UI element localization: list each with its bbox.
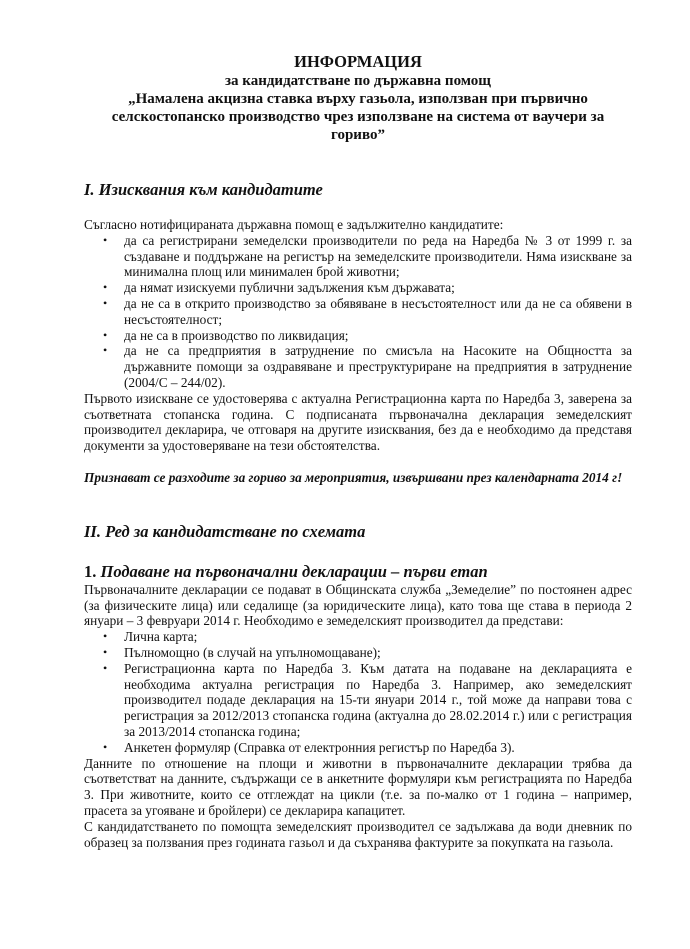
list-item: • да не са предприятия в затруднение по смисъла на Насоките на Общността за държавните помощи за оздравяване и преструктуриране на предприятия в затруднение (2004/С – 244/02).: [103, 343, 632, 390]
bullet-icon: •: [103, 232, 108, 247]
list-item: • да са регистрирани земеделски производители по реда на Наредба № 3 от 1999 г. за създаване и поддържане на регистър на земеделските производители. Няма изискване за минимална площ или минимален брой животни;: [103, 232, 632, 280]
list-item: • да нямат изискуеми публични задължения към държавата;: [103, 280, 455, 296]
section-1-heading: I. Изисквания към кандидатите: [84, 180, 323, 199]
bullet-icon: •: [103, 327, 108, 342]
subsection-1-heading: [84, 562, 632, 582]
subsection-1-paragraph-1: Данните по отношение на площи и животни в първоначалните декларации трябва да съответстват на данните, съдържащи се в анкетните формуляри към регистрацията по Наредба 3. При животните, които се отглеждат на цикли (т.е. за по-малко от 1 година – например, прасета за угояване и бройлери) се декларира капацитет.: [84, 755, 632, 818]
bullet-icon: •: [103, 660, 108, 675]
bullet-icon: •: [103, 739, 108, 754]
subsection-1-intro: Първоначалните декларации се подават в Общинската служба „Земеделие” по постоянен адрес (за физическите лица) или седалище (за юридическите лица), като това ще става в периода 2 януари – 3 февруари 2014 г. Необходимо е земеделският производител да представи:: [84, 581, 632, 629]
document-title: ИНФОРМАЦИЯ: [294, 52, 422, 71]
bullet-icon: •: [103, 644, 108, 659]
section-1-intro: Съгласно нотифицираната държавна помощ е задължително кандидатите:: [84, 217, 504, 232]
document-title-block: [84, 52, 632, 144]
document-subtitle-line2: „Намалена акцизна ставка върху газьола, използван при първично селскостопанско производство чрез използване на система от ваучери за гориво”: [111, 91, 605, 143]
bullet-icon: •: [103, 295, 108, 310]
list-item: • Лична карта;: [103, 629, 198, 645]
list-item: • Анкетен формуляр (Справка от електронния регистър по Наредба 3).: [103, 739, 515, 755]
subsection-1-paragraph-2: С кандидатстването по помощта земеделският производител се задължава да води дневник по образец за ползвания през годината газьол и да съхранява фактурите за покупката на газьола.: [84, 818, 632, 850]
bullet-icon: •: [103, 280, 108, 295]
subsection-1-title: Подаване на първоначални декларации – първи етап: [100, 561, 488, 581]
list-item: • да не са в открито производство за обявяване в несъстоятелност или да не са обявени в несъстоятелност;: [103, 295, 632, 327]
subsection-1-number: 1.: [84, 561, 97, 581]
section-1-paragraph: Първото изискване се удостоверява с актуална Регистрационна карта по Наредба 3, заверена за съответната стопанска година. С подписаната първоначална декларация земеделският производител декларира, че отговаря на другите изисквания, без да е необходимо да представя документи за удостоверяване на тези обстоятелства.: [84, 390, 632, 454]
list-item: • Пълномощно (в случай на упълномощаване);: [103, 644, 381, 660]
bullet-icon: •: [103, 629, 108, 644]
list-item: • да не са в производство по ликвидация;: [103, 327, 349, 343]
list-item: • Регистрационна карта по Наредба 3. Към датата на подаване на декларацията е необходима актуална регистрация по Наредба 3. Например, ако земеделският производител подаде декларация на 15-ти януари 2014 г., той може да направи това с регистрация за 2012/2013 стопанска година (актуална до 28.02.2014 г.) или с регистрация за 2013/2014 стопанска година;: [103, 660, 632, 739]
bullet-icon: •: [103, 343, 108, 358]
section-2-heading: II. Ред за кандидатстване по схемата: [84, 521, 366, 541]
section-1-emphasis: Признават се разходите за гориво за мероприятия, извършвани през календарната 2014 г!: [84, 469, 623, 485]
subsection-1-bullet-list: [84, 629, 632, 755]
section-1-bullet-list: [84, 233, 632, 391]
document-subtitle-line1: за кандидатстване по държавна помощ: [225, 73, 491, 89]
